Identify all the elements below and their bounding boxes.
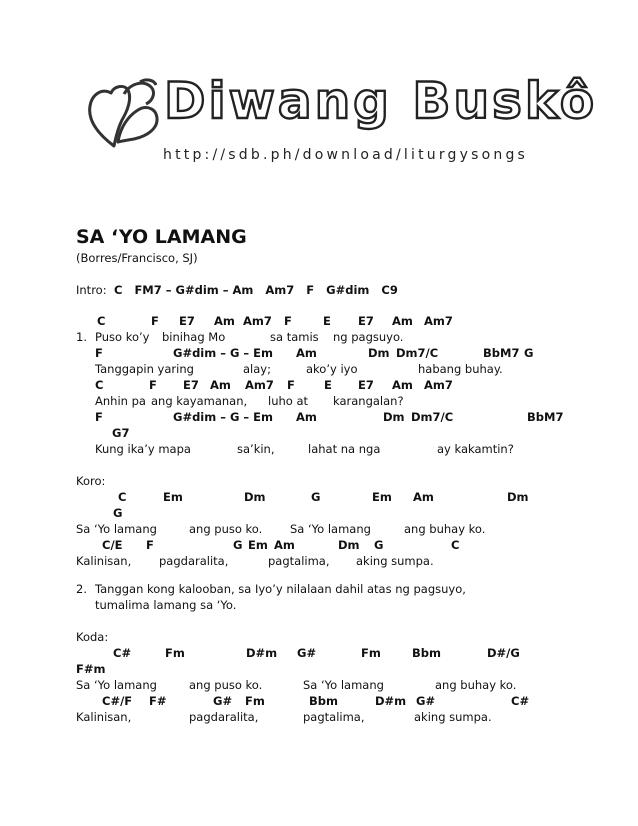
chord: C [95,378,104,392]
chord: Am [210,378,231,392]
chord: G#dim – G – Em [173,410,274,424]
intro-chords: C FM7 – G#dim – Am Am7 F G#dim C9 [114,283,398,297]
verse1-lyric-3: Anhin pa ang kayamanan, luho at karangalan? [95,394,404,408]
chord: G7 [112,426,130,440]
chord: Am [392,378,413,392]
download-url: http://sdb.ph/download/liturgysongs [163,147,529,163]
chord: G [524,346,534,360]
koro-chords-1 [0,490,638,520]
chord: Dm7/C [396,346,439,360]
chord: G [374,538,384,552]
koro-lyric-2: Kalinisan, pagdaralita, pagtalima, aking sumpa. [76,554,434,568]
koda-chords-1 [0,646,638,676]
verse1-lyric-2: Tanggapin yaring alay; ako’y iyo habang buhay. [95,362,503,376]
song-title: SA ‘YO LAMANG [76,226,247,248]
koda-label: Koda: [76,630,109,644]
verse1-chords-3 [0,378,638,394]
verse2-line-2: tumalima lamang sa ‘Yo. [95,598,237,612]
chord: Dm7/C [411,410,454,424]
chord: Am [274,538,295,552]
diwang-busko-logo-icon [84,76,162,150]
chord: Am7 [424,378,453,392]
chord: Dm [507,490,529,504]
chord: E7 [179,314,195,328]
chord: Fm [245,694,265,708]
chord: F [284,314,292,328]
chord: Am [296,410,317,424]
chord: E [323,314,331,328]
chord: G# [297,646,317,660]
chord: Dm [338,538,360,552]
chord: Bbm [309,694,338,708]
chord: D#/G [487,646,520,660]
verse1-chords-2 [0,346,638,362]
intro-label: Intro: [76,283,107,297]
chord: F [287,378,295,392]
chord: Em [372,490,392,504]
chord: F [151,314,159,328]
chord: G# [416,694,436,708]
chord: BbM7 [527,410,564,424]
chord: F# [149,694,167,708]
chord: F [149,378,157,392]
chord: E7 [358,378,374,392]
koda-chords-2 [0,694,638,710]
koro-chords-2 [0,538,638,554]
chord: Am [214,314,235,328]
song-composers: (Borres/Francisco, SJ) [76,251,198,265]
chord: Dm [244,490,266,504]
chord: G [311,490,321,504]
chord: Fm [361,646,381,660]
brand-title: Diwang Buskô [164,72,598,130]
verse2-number: 2. [76,582,87,596]
chord: F [95,346,103,360]
verse1-chords-1 [0,314,638,330]
chord: C [451,538,460,552]
chord: F#m [76,662,106,676]
chord: C/E [102,538,123,552]
chord: Am7 [424,314,453,328]
chord: Em [248,538,268,552]
koro-label: Koro: [76,474,106,488]
chord: Am7 [243,314,272,328]
chord: Bbm [412,646,441,660]
verse1-chords-4 [0,410,638,440]
chord: C# [113,646,132,660]
koda-lyric-1: Sa ‘Yo lamang ang puso ko. Sa ‘Yo lamang ang buhay ko. [76,678,517,692]
verse2-line-1: Tanggan kong kalooban, sa Iyo’y nilalaan dahil atas ng pagsuyo, [95,582,466,596]
chord: F [146,538,154,552]
chord: F [95,410,103,424]
verse1-number: 1. [76,330,87,344]
chord: E7 [358,314,374,328]
chord: G# [213,694,233,708]
koda-lyric-2: Kalinisan, pagdaralita, pagtalima, aking sumpa. [76,710,492,724]
chord: C [97,314,106,328]
chord: C#/F [102,694,133,708]
chord: Em [163,490,183,504]
chord: D#m [375,694,407,708]
chord: Am [296,346,317,360]
chord: E [324,378,332,392]
koro-lyric-1: Sa ‘Yo lamang ang puso ko. Sa ‘Yo lamang ang buhay ko. [76,522,486,536]
chord: Am7 [245,378,274,392]
chord: Am [392,314,413,328]
chord: D#m [246,646,278,660]
chord: C [118,490,127,504]
chord: Fm [165,646,185,660]
chord: G [233,538,243,552]
chord: G [113,506,123,520]
verse1-lyric-4: Kung ika’y mapa sa’kin, lahat na nga ay kakamtin? [95,442,514,456]
chord: G#dim – G – Em [173,346,274,360]
chord: C# [511,694,530,708]
chord: Dm [368,346,390,360]
chord: Am [413,490,434,504]
chord: E7 [183,378,199,392]
chord: Dm [383,410,405,424]
verse1-lyric-1: Puso ko’y binihag Mo sa tamis ng pagsuyo. [95,330,404,344]
chord: BbM7 [483,346,520,360]
